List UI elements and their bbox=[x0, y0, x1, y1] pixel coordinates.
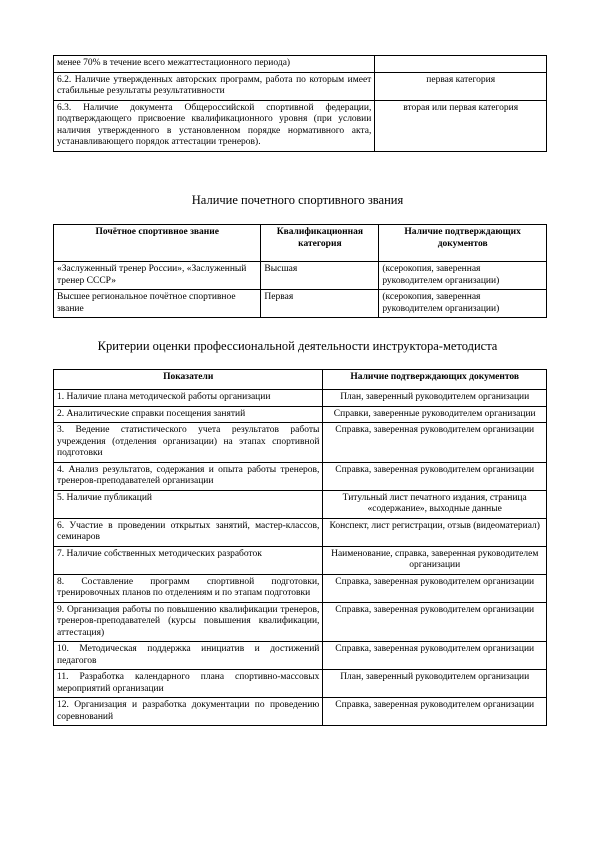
table-row bbox=[54, 423, 547, 463]
table-cell: Высшее региональное почётное спортивное звание bbox=[54, 290, 261, 318]
table-cell: 8. Составление программ спортивной подготовки, тренировочных планов по отделениям и по этапам подготовки bbox=[54, 574, 323, 602]
table-row bbox=[54, 406, 547, 423]
criteria-continuation-table bbox=[53, 55, 547, 152]
table-cell: Справка, заверенная руководителем организации bbox=[323, 423, 547, 463]
table-row bbox=[54, 462, 547, 490]
table-cell: 5. Наличие публикаций bbox=[54, 490, 323, 518]
table-cell: План, заверенный руководителем организации bbox=[323, 390, 547, 407]
table-cell: первая категория bbox=[375, 72, 547, 100]
table-cell: «Заслуженный тренер России», «Заслуженный тренер СССР» bbox=[54, 262, 261, 290]
table-cell: Справка, заверенная руководителем организации bbox=[323, 574, 547, 602]
column-header: Показатели bbox=[54, 370, 323, 390]
column-header: Почётное спортивное звание bbox=[54, 225, 261, 262]
column-header: Наличие подтверждающих документов bbox=[379, 225, 547, 262]
table-cell: 6.2. Наличие утвержденных авторских программ, работа по которым имеет стабильные результаты результативности bbox=[54, 72, 375, 100]
table-cell: менее 70% в течение всего межаттестационного периода) bbox=[54, 56, 375, 73]
table-cell: 11. Разработка календарного плана спортивно-массовых мероприятий организации bbox=[54, 670, 323, 698]
column-header: Наличие подтверждающих документов bbox=[323, 370, 547, 390]
table-cell: (ксерокопия, заверенная руководителем организации) bbox=[379, 262, 547, 290]
table-row bbox=[54, 642, 547, 670]
table-cell: 9. Организация работы по повышению квалификации тренеров, тренеров-преподавателей (курсы повышения квалификации, аттестация) bbox=[54, 602, 323, 642]
column-header: Квалификационная категория bbox=[261, 225, 379, 262]
table-cell: 10. Методическая поддержка инициатив и достижений педагогов bbox=[54, 642, 323, 670]
section-title-honorary: Наличие почетного спортивного звания bbox=[191, 193, 404, 207]
table-cell: 1. Наличие плана методической работы организации bbox=[54, 390, 323, 407]
table-cell: Справка, заверенная руководителем организации bbox=[323, 602, 547, 642]
table-cell: Титульный лист печатного издания, страница «содержание», выходные данные bbox=[323, 490, 547, 518]
table-cell: Справка, заверенная руководителем организации bbox=[323, 642, 547, 670]
table-cell: Справки, заверенные руководителем организации bbox=[323, 406, 547, 423]
table-row bbox=[54, 72, 547, 100]
table-row bbox=[54, 698, 547, 726]
table-row bbox=[54, 574, 547, 602]
table-cell: 2. Аналитические справки посещения занятий bbox=[54, 406, 323, 423]
table-cell: Конспект, лист регистрации, отзыв (видеоматериал) bbox=[323, 518, 547, 546]
table-row bbox=[54, 262, 547, 290]
table-cell: 4. Анализ результатов, содержания и опыта работы тренеров, тренеров-преподавателей организации bbox=[54, 462, 323, 490]
table-row bbox=[54, 670, 547, 698]
section-title-criteria: Критерии оценки профессиональной деятельности инструктора-методиста bbox=[97, 339, 498, 353]
table-cell: 6.3. Наличие документа Общероссийской спортивной федерации, подтверждающего присвоение квалификационного уровня (при условии наличия утвержденного в установленном порядке нормативного акта, устанавливающего порядок аттестации тренеров). bbox=[54, 100, 375, 151]
table-cell: Наименование, справка, заверенная руководителем организации bbox=[323, 546, 547, 574]
instructor-criteria-table bbox=[53, 369, 547, 726]
table-row bbox=[54, 602, 547, 642]
table-header-row bbox=[54, 225, 547, 262]
table-cell: вторая или первая категория bbox=[375, 100, 547, 151]
table-cell: Высшая bbox=[261, 262, 379, 290]
honorary-title-table bbox=[53, 224, 547, 318]
table-cell: (ксерокопия, заверенная руководителем организации) bbox=[379, 290, 547, 318]
table-row bbox=[54, 518, 547, 546]
table-cell: 12. Организация и разработка документации по проведению соревнований bbox=[54, 698, 323, 726]
table-cell: 7. Наличие собственных методических разработок bbox=[54, 546, 323, 574]
table-row bbox=[54, 390, 547, 407]
table-cell: Первая bbox=[261, 290, 379, 318]
table-cell: Справка, заверенная руководителем организации bbox=[323, 698, 547, 726]
table-row bbox=[54, 56, 547, 73]
table-cell: Справка, заверенная руководителем организации bbox=[323, 462, 547, 490]
table-header-row bbox=[54, 370, 547, 390]
table-cell: 6. Участие в проведении открытых занятий, мастер-классов, семинаров bbox=[54, 518, 323, 546]
table-cell: 3. Ведение статистического учета результатов работы учреждения (отделения организации) на этапах спортивной подготовки bbox=[54, 423, 323, 463]
table-row bbox=[54, 100, 547, 151]
table-cell: План, заверенный руководителем организации bbox=[323, 670, 547, 698]
table-row bbox=[54, 546, 547, 574]
table-row bbox=[54, 490, 547, 518]
table-row bbox=[54, 290, 547, 318]
table-cell bbox=[375, 56, 547, 73]
